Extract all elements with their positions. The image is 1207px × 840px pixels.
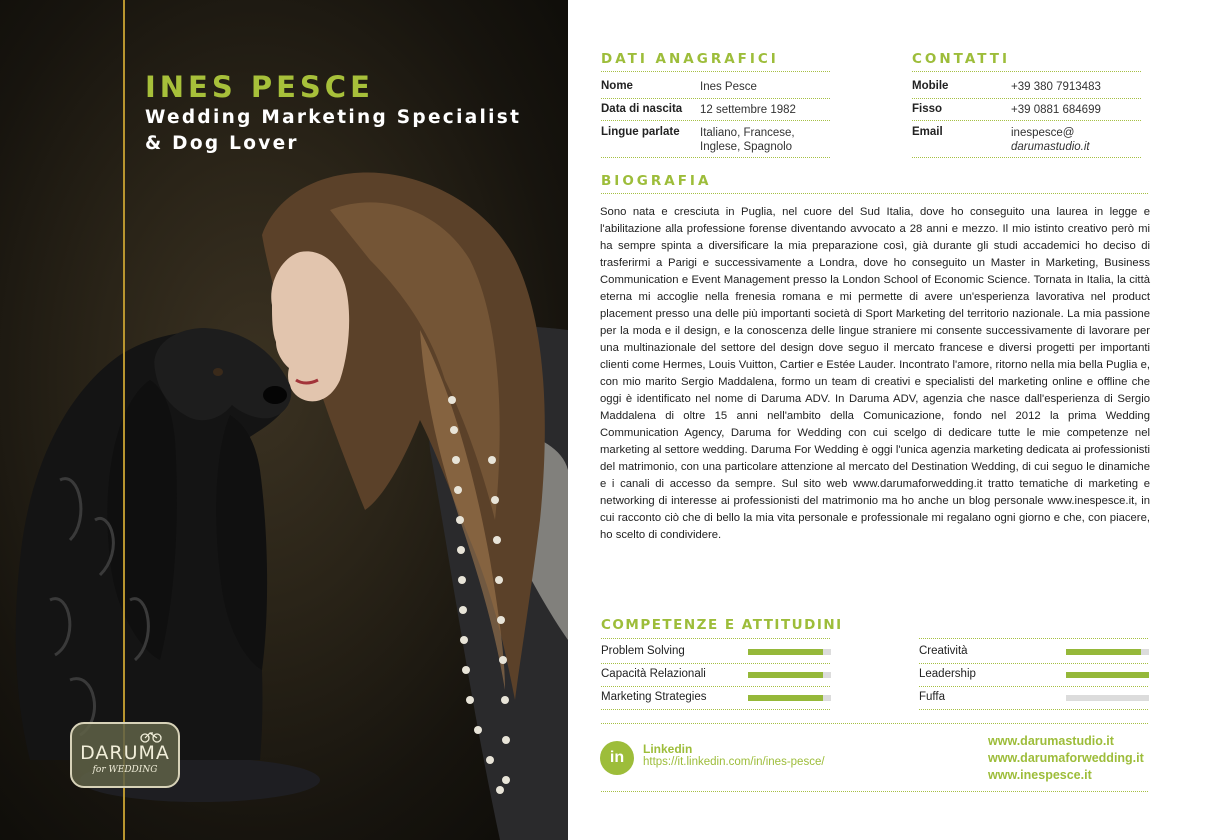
site-link-inespesce[interactable]: www.inespesce.it	[988, 768, 1092, 782]
hero-subtitle-line2: & Dog Lover	[145, 133, 299, 154]
logo-main-text: DARUMA	[80, 742, 170, 764]
dotted-divider	[912, 120, 1141, 121]
skills-heading: COMPETENZE E ATTITUDINI	[601, 617, 843, 633]
skill-name: Creatività	[919, 645, 968, 657]
label-languages: Lingue parlate	[601, 126, 680, 138]
skill-bar	[1066, 672, 1149, 678]
linkedin-title: Linkedin	[643, 742, 693, 756]
logo-sub-text: for WEDDING	[92, 765, 158, 775]
value-languages-line2: Inglese, Spagnolo	[700, 141, 793, 153]
dotted-divider	[601, 663, 830, 664]
skill-bar	[748, 649, 831, 655]
skill-name: Capacità Relazionali	[601, 668, 706, 680]
value-languages-line1: Italiano, Francese,	[700, 127, 795, 139]
label-mobile: Mobile	[912, 80, 949, 92]
dotted-divider	[601, 193, 1148, 194]
daruma-logo	[70, 722, 180, 788]
dotted-divider	[601, 120, 830, 121]
site-link-darumastudio[interactable]: www.darumastudio.it	[988, 734, 1114, 748]
site-link-darumaforwedding[interactable]: www.darumaforwedding.it	[988, 751, 1144, 765]
label-landline: Fisso	[912, 103, 943, 115]
photo-panel	[0, 0, 568, 840]
dotted-divider	[919, 663, 1148, 664]
skill-name: Marketing Strategies	[601, 691, 707, 703]
linkedin-link[interactable]: https://it.linkedin.com/in/ines-pesce/	[643, 756, 825, 768]
value-email-line1: inespesce@	[1011, 127, 1075, 139]
skill-bar	[1066, 649, 1149, 655]
dotted-divider	[919, 638, 1148, 639]
skill-name: Problem Solving	[601, 645, 685, 657]
label-birthdate: Data di nascita	[601, 103, 683, 115]
skill-bar-fill	[748, 649, 823, 655]
hero-subtitle-line1: Wedding Marketing Specialist	[145, 107, 522, 128]
bio-heading: BIOGRAFIA	[601, 173, 712, 189]
value-languages	[700, 126, 795, 154]
dotted-divider	[601, 791, 1148, 792]
contacts-heading: CONTATTI	[912, 51, 1010, 67]
value-email-domain: darumastudio.it	[1011, 141, 1090, 153]
skill-bar	[748, 672, 831, 678]
value-email-line2	[1011, 140, 1090, 154]
value-name: Ines Pesce	[700, 81, 757, 93]
dotted-divider	[919, 686, 1148, 687]
dotted-divider	[601, 71, 830, 72]
value-landline[interactable]: +39 0881 684699	[1011, 104, 1101, 116]
skill-name: Leadership	[919, 668, 976, 680]
dotted-divider	[912, 98, 1141, 99]
linkedin-icon[interactable]: in	[600, 741, 634, 775]
value-mobile[interactable]: +39 380 7913483	[1011, 81, 1101, 93]
label-name: Nome	[601, 80, 633, 92]
dotted-divider	[601, 709, 830, 710]
hero-subtitle	[145, 105, 555, 157]
skill-name: Fuffa	[919, 691, 945, 703]
dotted-divider	[601, 157, 830, 158]
dotted-divider	[912, 71, 1141, 72]
skill-bar-fill	[748, 695, 823, 701]
skill-bar-fill	[1066, 649, 1141, 655]
gold-divider-line	[123, 0, 125, 840]
value-birthdate: 12 settembre 1982	[700, 104, 796, 116]
personal-heading: DATI ANAGRAFICI	[601, 51, 779, 67]
dotted-divider	[919, 709, 1148, 710]
bio-text: Sono nata e cresciuta in Puglia, nel cuore del Sud Italia, dove ho conseguito una laurea in legge e l'abilitazione alla professione forense diventando avvocato a 28 anni e mezzo. Il mio istinto creativo però mi ha sempre spinta a diversificare la mia preparazione così, già durante gli studi accademici ho deciso di trasferirmi a Parigi e successivamente a Londra, dove ho conseguito un Master in Marketing, Business Communication e Event Management presso la London School of Economic Science. Tornata in Italia, la città eterna mi accoglie nella frenesia romana e mi permette di avere un'esperienza lavorativa nel product placement presso una delle più importanti società di Sport Marketing del territorio nazionale. La mia passione per la moda e il design, e la conoscenza delle lingue straniere mi consente successivamente di lavorare per una multinazionale del settore del design dove seguo il mercato francese e diversi progetti per importanti clienti come Hermes, Louis Vuitton, Cartier e Estée Lauder. Incontrato l'amore, ritorno nella mia bella Puglia e, con mio marito Sergio Maddalena, formo un team di creativi e specialisti del marketing online e offline che oggi è identificato nel nome di Daruma ADV. In Daruma ADV, agenzia che nasce dall'esperienza di Sergio Maddalena di oltre 15 anni nell'ambito della Comunicazione, fondo nel 2012 la prima Wedding Communication Agency, Daruma for Wedding con cui scelgo di dedicare tutte le mie competenze nel marketing al settore wedding. Daruma For Wedding è oggi l'unica agenzia marketing dedicata ai professionisti del matrimonio, con una particolare attenzione al mercato del Destination Wedding, di cui seguo le dinamiche e i canali di accesso da sempre. Sul sito web www.darumaforwedding.it tratto tematiche di marketing e networking di interesse ai professionisti del matrimonio ma ho anche un blog personale www.inespesce.it, in cui racconto ciò che di bello la mia vita personale e professionale mi regalano ogni giorno e che, con piacere, ho scelto di condividere.	[600, 206, 1150, 541]
skill-bar-fill	[1066, 672, 1149, 678]
hero-name: INES PESCE	[145, 70, 374, 104]
dotted-divider	[601, 98, 830, 99]
skill-bar	[748, 695, 831, 701]
dotted-divider	[601, 686, 830, 687]
skill-bar-fill	[748, 672, 823, 678]
skill-bar	[1066, 695, 1149, 701]
dotted-divider	[601, 638, 830, 639]
value-email[interactable]	[1011, 126, 1090, 154]
dotted-divider	[912, 157, 1141, 158]
dotted-divider	[601, 723, 1148, 724]
label-email: Email	[912, 126, 943, 138]
